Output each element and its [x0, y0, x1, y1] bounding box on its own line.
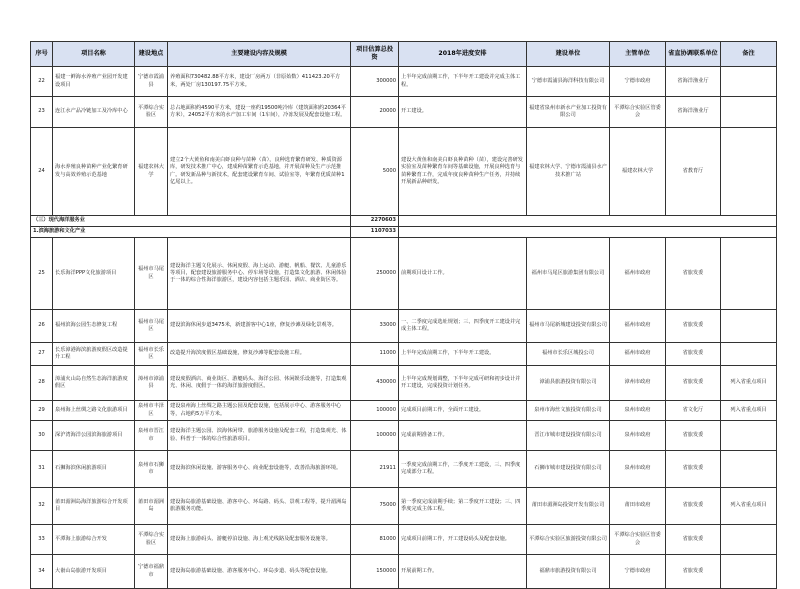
table-row [31, 238, 777, 310]
cell-investment: 75000 [351, 488, 399, 525]
cell-schedule: 开工建设。 [399, 97, 527, 128]
cell-authority: 平潭综合实验区管委会 [610, 525, 666, 555]
cell-location: 福州市马尾区 [135, 310, 168, 343]
cell-location: 平潭综合实验区 [135, 525, 168, 555]
subsection-heading-total: 1107033 [351, 227, 399, 238]
project-table [30, 41, 777, 589]
header-builder: 建设单位 [527, 42, 610, 67]
table-row [31, 310, 777, 343]
table-row [31, 451, 777, 488]
cell-builder: 晋江市城市建设投资有限公司 [527, 421, 610, 451]
cell-authority: 宁德市政府 [610, 555, 666, 589]
cell-content: 建设泉州海上丝绸之路主题公园及配套设施，包括展示中心、游客服务中心等，占地约5万平方米。 [168, 401, 351, 421]
cell-seq: 30 [31, 421, 53, 451]
cell-content: 建设滨海休闲步道3475米，新建游客中心1座，修复沙滩及绿化景观等。 [168, 310, 351, 343]
table-row [31, 97, 777, 128]
section-heading-label: （三）现代海洋服务业 [31, 216, 351, 227]
header-seq: 序号 [31, 42, 53, 67]
cell-investment: 21911 [351, 451, 399, 488]
cell-name: 福建一鲜海水养殖产业园开发建设项目 [53, 67, 135, 97]
cell-content: 建设海上旅游码头、游艇停泊设施、海上观光线路及配套服务设施等。 [168, 525, 351, 555]
cell-location: 福建农林大学 [135, 128, 168, 216]
cell-schedule: 上半年完成前期工作，下半年开工建设。 [399, 343, 527, 366]
cell-schedule: 前期项目设计工作。 [399, 238, 527, 310]
cell-authority: 泉州市政府 [610, 401, 666, 421]
cell-coordinator: 省旅发委 [666, 366, 721, 401]
cell-seq: 33 [31, 525, 53, 555]
cell-authority: 福建农林大学 [610, 128, 666, 216]
cell-location: 福州市长乐区 [135, 343, 168, 366]
cell-authority: 福州市政府 [610, 238, 666, 310]
cell-location: 莆田市湄洲岛 [135, 488, 168, 525]
cell-authority: 泉州市政府 [610, 451, 666, 488]
cell-name: 福州滨海公园生态修复工程 [53, 310, 135, 343]
cell-coordinator: 省旅发委 [666, 421, 721, 451]
header-location: 建设地点 [135, 42, 168, 67]
header-remark: 备注 [721, 42, 777, 67]
cell-authority: 莆田市政府 [610, 488, 666, 525]
cell-builder: 莆田市湄洲岛投资开发有限公司 [527, 488, 610, 525]
table-row [31, 555, 777, 589]
cell-name: 泉州海上丝绸之路文化旅游项目 [53, 401, 135, 421]
cell-remark [721, 451, 777, 488]
cell-builder: 福州市马尾区旅游集团有限公司 [527, 238, 610, 310]
cell-authority: 福州市政府 [610, 343, 666, 366]
header-content: 主要建设内容及规模 [168, 42, 351, 67]
cell-location: 宁德市霞浦县 [135, 67, 168, 97]
cell-content: 建立2个大黄鱼和南美白虾良种与苗种（苗），良种选育繁育研发、种质资源库，研发技术推广中心，建成种苗繁育示范基地，并开展苗种及生产示范推广。研发新品种与新技术，配套建设繁育车间、试验室等，年繁育优质苗种1亿尾以上。 [168, 128, 351, 216]
cell-remark [721, 310, 777, 343]
cell-seq: 25 [31, 238, 53, 310]
cell-coordinator: 省海洋渔业厅 [666, 97, 721, 128]
table-row [31, 421, 777, 451]
subsection-heading-label: 1.滨海旅游和文化产业 [31, 227, 351, 238]
cell-builder: 宁德市霞浦县海洋科技有限公司 [527, 67, 610, 97]
cell-name: 海水养殖良种苗种产业化繁育研发与高效养殖示范基地 [53, 128, 135, 216]
cell-content: 养殖面积730482.88平方米，建设厂房两万（非原始数）411423.20平方米，两处厂房130197.75平方米。 [168, 67, 351, 97]
cell-seq: 29 [31, 401, 53, 421]
cell-investment: 250000 [351, 238, 399, 310]
cell-seq: 31 [31, 451, 53, 488]
cell-content: 建设度假酒店、商业街区、游艇码头、海洋公园、休闲娱乐设施等，打造集观光、休闲、度假于一体的海洋旅游度假区。 [168, 366, 351, 401]
cell-builder: 福州市长乐区城投公司 [527, 343, 610, 366]
cell-remark [721, 128, 777, 216]
cell-name: 漳浦火山岛自然生态海洋旅游度假区 [53, 366, 135, 401]
cell-coordinator: 省海洋渔业厅 [666, 67, 721, 97]
cell-content: 建设海岛旅游基础设施、游客中心、环岛路、码头、景观工程等，提升湄洲岛旅游服务功能。 [168, 488, 351, 525]
cell-content: 建设海洋主题公园、滨海休闲带、旅游服务设施及配套工程，打造集观光、体验、科普于一体的综合性旅游项目。 [168, 421, 351, 451]
table-row [31, 67, 777, 97]
header-authority: 主管单位 [610, 42, 666, 67]
cell-name: 大嵛山岛旅游开发项目 [53, 555, 135, 589]
cell-name: 深沪湾海洋公园滨海旅游项目 [53, 421, 135, 451]
cell-schedule: 完成项目前期工作，开工建设码头及配套设施。 [399, 525, 527, 555]
cell-builder: 泉州市海丝文旅投资有限公司 [527, 401, 610, 421]
cell-content: 建设海滨休闲设施、游客服务中心、商业配套设施等，改善沿海旅游环境。 [168, 451, 351, 488]
cell-coordinator: 省教育厅 [666, 128, 721, 216]
cell-location: 漳州市漳浦县 [135, 366, 168, 401]
cell-seq: 34 [31, 555, 53, 589]
header-name: 项目名称 [53, 42, 135, 67]
cell-investment: 5000 [351, 128, 399, 216]
cell-schedule: 上半年完成前期工作，下半年开工建设并完成主体工程。 [399, 67, 527, 97]
cell-remark [721, 525, 777, 555]
cell-authority: 漳州市政府 [610, 366, 666, 401]
header-coordinator: 省直协调联系单位 [666, 42, 721, 67]
cell-name: 莆田湄洲岛海洋旅游综合开发项目 [53, 488, 135, 525]
cell-name: 平潭海上旅游综合开发 [53, 525, 135, 555]
cell-schedule: 完成前期准备工作。 [399, 421, 527, 451]
cell-remark: 列入省重点项目 [721, 488, 777, 525]
table-row [31, 525, 777, 555]
cell-remark [721, 421, 777, 451]
cell-name: 连江水产品冷链加工及冷库中心 [53, 97, 135, 128]
cell-remark [721, 97, 777, 128]
table-row [31, 343, 777, 366]
section-heading-total: 2270603 [351, 216, 399, 227]
cell-seq: 26 [31, 310, 53, 343]
cell-coordinator: 省旅发委 [666, 238, 721, 310]
cell-name: 石狮海滨休闲旅游项目 [53, 451, 135, 488]
cell-seq: 23 [31, 97, 53, 128]
cell-coordinator: 省旅发委 [666, 555, 721, 589]
cell-builder: 福鼎市旅游投资有限公司 [527, 555, 610, 589]
cell-authority: 泉州市政府 [610, 421, 666, 451]
cell-investment: 100000 [351, 421, 399, 451]
cell-schedule: 上半年完成规划调整，下半年完成可研和初步设计并开工建设，完成投资计划任务。 [399, 366, 527, 401]
cell-coordinator: 省旅发委 [666, 343, 721, 366]
cell-coordinator: 省旅发委 [666, 310, 721, 343]
header-investment: 项目估算总投资 [351, 42, 399, 67]
cell-name: 长乐漳港海滨旅游度假区改造提升工程 [53, 343, 135, 366]
cell-builder: 福州市马尾新城建设投资有限公司 [527, 310, 610, 343]
cell-investment: 300000 [351, 67, 399, 97]
cell-seq: 27 [31, 343, 53, 366]
cell-name: 长乐海洋PPP文化旅游项目 [53, 238, 135, 310]
cell-remark: 列入省重点项目 [721, 401, 777, 421]
cell-seq: 28 [31, 366, 53, 401]
cell-remark [721, 238, 777, 310]
cell-investment: 430000 [351, 366, 399, 401]
cell-remark: 列入省重点项目 [721, 366, 777, 401]
cell-builder: 福建省泉州市新水产业加工投资有限公司 [527, 97, 610, 128]
header-schedule: 2018年进度安排 [399, 42, 527, 67]
table-row [31, 488, 777, 525]
subsection-heading-row [31, 227, 777, 238]
cell-schedule: 一季度完成前期工作，二季度开工建设，三、四季度完成部分工程。 [399, 451, 527, 488]
cell-authority: 福州市政府 [610, 310, 666, 343]
cell-investment: 150000 [351, 555, 399, 589]
cell-investment: 33000 [351, 310, 399, 343]
cell-remark [721, 343, 777, 366]
cell-builder: 石狮市城市建设投资有限公司 [527, 451, 610, 488]
cell-investment: 100000 [351, 401, 399, 421]
cell-investment: 20000 [351, 97, 399, 128]
cell-content: 总占地面积约4590平方米，建设一座约19500吨冷库（建筑面积约20364平方米），24052平方米的水产加工车间（1车间），冷冻发展及配套设施工程。 [168, 97, 351, 128]
cell-builder: 福建农林大学、宁德市霞浦县水产技术推广站 [527, 128, 610, 216]
cell-content: 改造提升海滨度假区基础设施，修复沙滩等配套设施工程。 [168, 343, 351, 366]
table-header-row [31, 42, 777, 67]
cell-seq: 32 [31, 488, 53, 525]
cell-location: 平潭综合实验区 [135, 97, 168, 128]
cell-authority: 宁德市政府 [610, 67, 666, 97]
cell-remark [721, 555, 777, 589]
cell-schedule: 完成项目前期工作，全面开工建设。 [399, 401, 527, 421]
cell-remark [721, 67, 777, 97]
cell-investment: 11000 [351, 343, 399, 366]
section-heading-row [31, 216, 777, 227]
cell-location: 泉州市石狮市 [135, 451, 168, 488]
cell-location: 泉州市晋江市 [135, 421, 168, 451]
table-row [31, 128, 777, 216]
cell-content: 建设海洋主题文化展示、休闲度假、海上运动、游艇、帆船、餐饮、儿童游乐等项目，配套建设旅游服务中心、停车场等设施，打造集文化旅游、休闲体验于一体的综合性海洋旅游区，建设内容包括主题乐园、酒店、商业街区等。 [168, 238, 351, 310]
cell-seq: 22 [31, 67, 53, 97]
cell-schedule: 建设大黄鱼和南美白虾良种苗种（苗），建设完善研发实验室及苗种繁育车间等基础设施，开展良种选育与苗种繁育工作，完成年度良种苗种生产任务，并持续开展新品种研发。 [399, 128, 527, 216]
cell-location: 福州市马尾区 [135, 238, 168, 310]
cell-location: 宁德市福鼎市 [135, 555, 168, 589]
cell-builder: 平潭综合实验区旅游投资有限公司 [527, 525, 610, 555]
cell-schedule: 一、二季度完成选址规划；三、四季度开工建设并完成主体工程。 [399, 310, 527, 343]
cell-coordinator: 省旅发委 [666, 488, 721, 525]
cell-investment: 81000 [351, 525, 399, 555]
cell-coordinator: 省旅发委 [666, 451, 721, 488]
cell-seq: 24 [31, 128, 53, 216]
table-row [31, 401, 777, 421]
table-row [31, 366, 777, 401]
cell-schedule: 开展前期工作。 [399, 555, 527, 589]
cell-authority: 平潭综合实验区管委会 [610, 97, 666, 128]
cell-location: 泉州市丰泽区 [135, 401, 168, 421]
cell-coordinator: 省文化厅 [666, 401, 721, 421]
cell-schedule: 第一季度完成前期手续；第二季度开工建设；三、四季度完成主体工程。 [399, 488, 527, 525]
cell-content: 建设海岛旅游基础设施、游客服务中心、环岛步道、码头等配套设施。 [168, 555, 351, 589]
cell-builder: 漳浦县旅游投资有限公司 [527, 366, 610, 401]
cell-coordinator: 省旅发委 [666, 525, 721, 555]
